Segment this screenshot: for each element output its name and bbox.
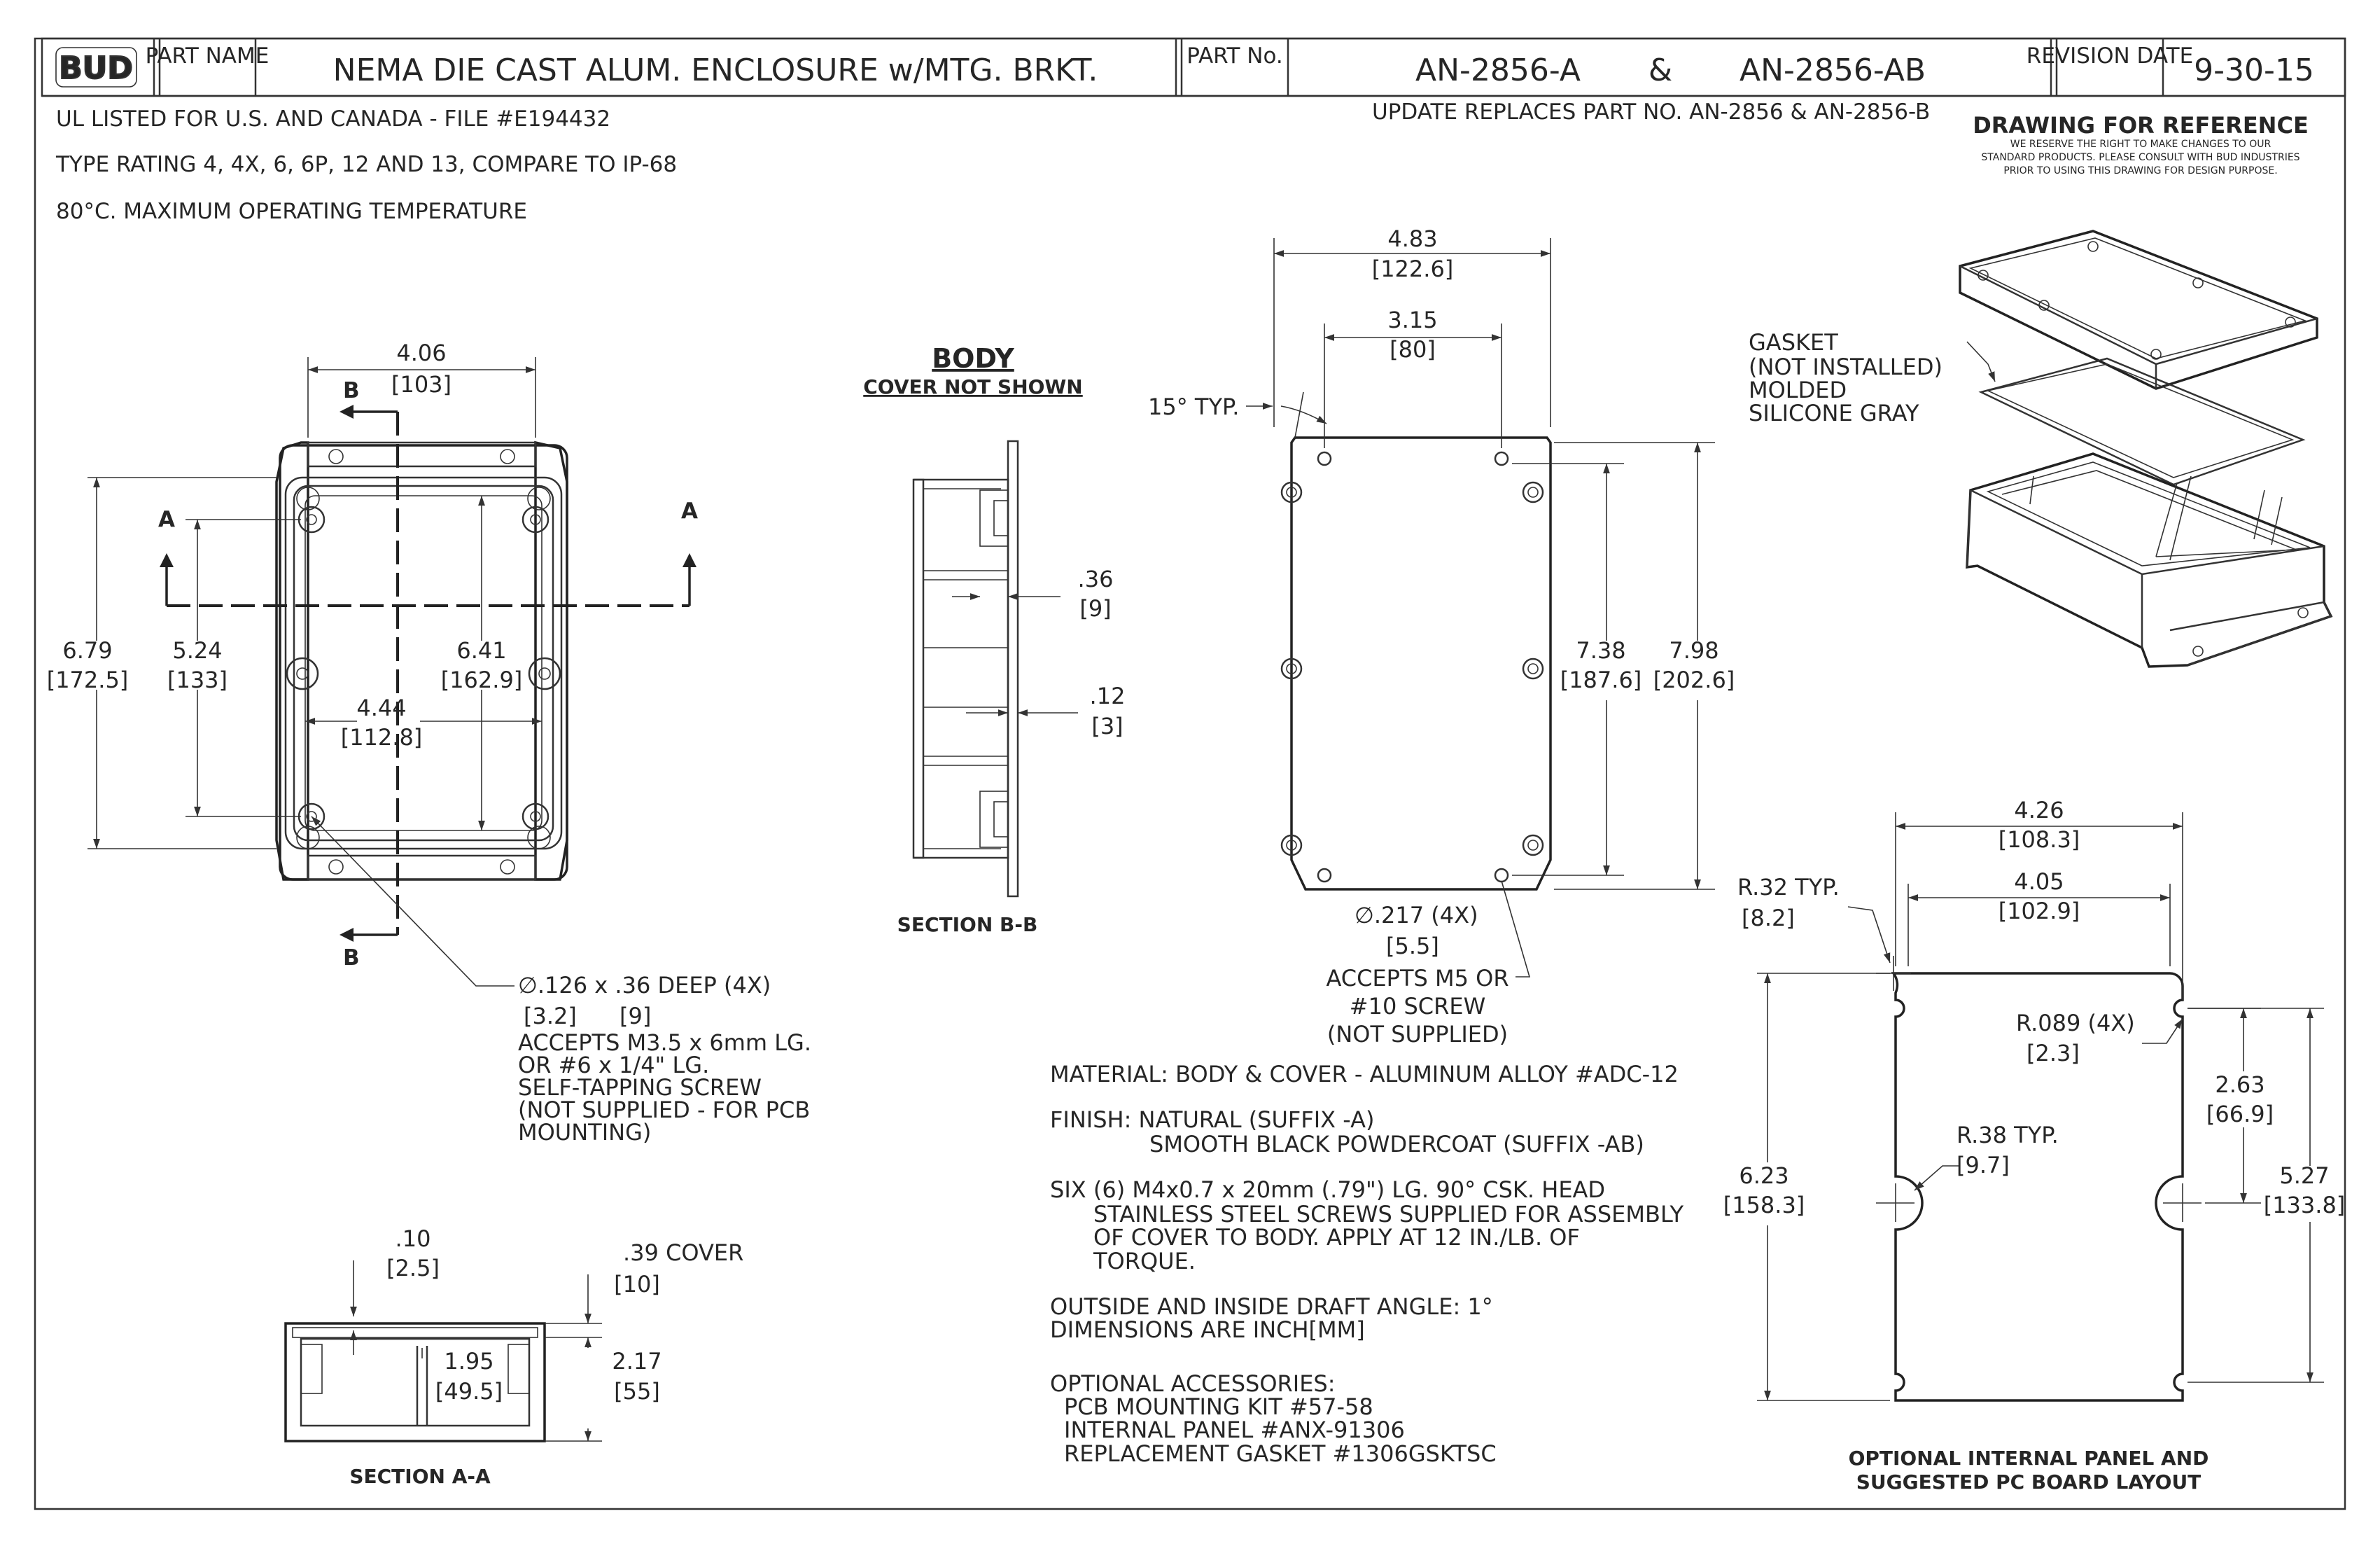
mount-hole-note-1: ACCEPTS M5 OR — [1326, 965, 1509, 992]
mount-hole-bl — [1318, 869, 1331, 882]
part-name: NEMA DIE CAST ALUM. ENCLOSURE w/MTG. BRKT. — [332, 53, 1098, 88]
accessory-2: INTERNAL PANEL #ANX-91306 — [1064, 1417, 1405, 1443]
panel-h1-mm: [158.3] — [1723, 1192, 1805, 1218]
screw-note-2: STAINLESS STEEL SCREWS SUPPLIED FOR ASSEMBLY — [1093, 1201, 1684, 1227]
panel-h2-in: 2.63 — [2215, 1071, 2265, 1098]
pcb-hole-note-1: ACCEPTS M3.5 x 6mm LG. — [518, 1029, 812, 1056]
pcb-boss-tl — [299, 507, 324, 532]
isometric-view — [1749, 231, 2331, 667]
panel-w2-in: 4.05 — [2014, 868, 2064, 895]
gasket-note-4: SILICONE GRAY — [1749, 400, 1919, 426]
mount-hole-tl — [1318, 452, 1331, 465]
section-bb-flange-in: .12 — [1089, 683, 1126, 709]
part-name-label: PART NAME — [145, 43, 270, 69]
section-bb-depth-mm: [9] — [1079, 595, 1112, 622]
part-no-1: AN-2856-A — [1415, 53, 1581, 88]
pcb-hole-note-3: SELF-TAPPING SCREW — [518, 1074, 762, 1101]
bud-logo — [56, 48, 136, 87]
panel-h1-in: 6.23 — [1739, 1162, 1789, 1189]
material-notes — [1050, 1061, 1684, 1467]
revision-date: 9-30-15 — [2194, 53, 2314, 88]
section-aa-wall-mm: [2.5] — [386, 1255, 440, 1281]
draft-note-1: OUTSIDE AND INSIDE DRAFT ANGLE: 1° — [1050, 1293, 1493, 1320]
mount-h1-in: 7.38 — [1576, 637, 1626, 664]
mount-holes-mm: [80] — [1390, 336, 1436, 363]
reference-line-1: WE RESERVE THE RIGHT TO MAKE CHANGES TO OUR — [2010, 139, 2272, 150]
mount-hole-note-2: #10 SCREW — [1349, 993, 1486, 1020]
top-inner-height-mm: [133] — [167, 667, 228, 693]
section-a-left-label: A — [158, 507, 175, 532]
mount-hole-dia-mm: [5.5] — [1386, 933, 1439, 959]
section-aa-cover-in: .39 COVER — [623, 1239, 744, 1266]
top-inside-width-in: 4.44 — [356, 695, 407, 721]
top-inside-height-mm: [162.9] — [440, 667, 523, 693]
draft-note-2: DIMENSIONS ARE INCH[MM] — [1050, 1316, 1365, 1343]
accessory-1: PCB MOUNTING KIT #57-58 — [1064, 1393, 1373, 1420]
pcb-hole-note-4: (NOT SUPPLIED - FOR PCB — [518, 1097, 811, 1123]
section-aa-cover-mm: [10] — [614, 1271, 660, 1298]
panel-r3-mm: [9.7] — [1956, 1152, 2010, 1178]
logo-text: BUD — [59, 50, 133, 86]
reference-line-2: STANDARD PRODUCTS. PLEASE CONSULT WITH BUD INDUSTRIES — [1981, 152, 2300, 163]
top-height-in: 6.79 — [62, 637, 113, 664]
mount-width-in: 4.83 — [1387, 225, 1438, 252]
panel-w2-mm: [102.9] — [1998, 898, 2080, 924]
top-inner-height-in: 5.24 — [172, 637, 223, 664]
mount-width-mm: [122.6] — [1371, 256, 1454, 282]
panel-label-1: OPTIONAL INTERNAL PANEL AND — [1848, 1447, 2209, 1470]
panel-h2-mm: [66.9] — [2206, 1101, 2274, 1127]
panel-r3: R.38 TYP. — [1956, 1122, 2059, 1148]
pcb-hole-callout-mm2: [9] — [620, 1003, 652, 1029]
update-note: UPDATE REPLACES PART NO. AN-2856 & AN-2856-B — [1372, 99, 1931, 125]
gasket-note-1: GASKET — [1749, 329, 1838, 356]
gasket-note-3: MOLDED — [1749, 377, 1847, 403]
mount-hole-note-3: (NOT SUPPLIED) — [1326, 1021, 1508, 1048]
type-rating-note: TYPE RATING 4, 4X, 6, 6P, 12 AND 13, COMPARE TO IP-68 — [56, 152, 678, 177]
accessories-heading: OPTIONAL ACCESSORIES: — [1050, 1370, 1336, 1397]
screw-note-1: SIX (6) M4x0.7 x 20mm (.79") LG. 90° CSK. HEAD — [1050, 1176, 1606, 1203]
revision-label: REVISION DATE — [2026, 43, 2194, 69]
section-aa-height-in: 2.17 — [612, 1348, 662, 1375]
screw-note-4: TORQUE. — [1093, 1248, 1196, 1274]
reference-title: DRAWING FOR REFERENCE — [1973, 112, 2309, 139]
panel-w1-in: 4.26 — [2014, 797, 2064, 823]
mount-h2-mm: [202.6] — [1653, 667, 1735, 693]
section-aa — [286, 1225, 743, 1488]
section-aa-inner-mm: [49.5] — [435, 1378, 503, 1405]
section-a-right-label: A — [681, 499, 698, 524]
screw-note-3: OF COVER TO BODY. APPLY AT 12 IN./LB. OF — [1093, 1224, 1580, 1251]
top-width-mm: [103] — [391, 371, 452, 398]
top-inside-width-mm: [112.8] — [340, 724, 423, 751]
section-bb — [863, 343, 1125, 936]
mount-angle: 15° TYP. — [1148, 394, 1240, 420]
pcb-hole-note-2: OR #6 x 1/4" LG. — [518, 1052, 710, 1078]
gasket-note-2: (NOT INSTALLED) — [1749, 354, 1942, 380]
finish-note-2: SMOOTH BLACK POWDERCOAT (SUFFIX -AB) — [1149, 1131, 1644, 1157]
section-aa-wall-in: .10 — [395, 1225, 431, 1252]
section-bb-depth-in: .36 — [1077, 566, 1114, 592]
finish-note-1: FINISH: NATURAL (SUFFIX -A) — [1050, 1106, 1375, 1133]
section-bb-flange-mm: [3] — [1091, 713, 1124, 739]
top-inside-height-in: 6.41 — [456, 637, 507, 664]
mount-hole-dia: ∅.217 (4X) — [1354, 902, 1478, 929]
part-no-amp: & — [1648, 53, 1673, 88]
material-note: MATERIAL: BODY & COVER - ALUMINUM ALLOY #ADC-12 — [1050, 1061, 1679, 1087]
pcb-hole-note-5: MOUNTING) — [518, 1119, 652, 1146]
accessory-3: REPLACEMENT GASKET #1306GSKTSC — [1064, 1440, 1497, 1467]
mount-holes-in: 3.15 — [1387, 307, 1438, 333]
section-b-top-label: B — [343, 378, 360, 403]
panel-r2: R.089 (4X) — [2016, 1010, 2135, 1036]
sheet-border — [35, 39, 2345, 1509]
section-aa-inner-in: 1.95 — [444, 1348, 494, 1375]
mount-h2-in: 7.98 — [1669, 637, 1719, 664]
mount-h1-mm: [187.6] — [1560, 667, 1642, 693]
section-aa-label: SECTION A-A — [349, 1465, 491, 1488]
body-heading: BODY — [932, 343, 1014, 374]
reference-line-3: PRIOR TO USING THIS DRAWING FOR DESIGN PURPOSE. — [2003, 165, 2278, 176]
part-no-2: AN-2856-AB — [1739, 53, 1926, 88]
body-subheading: COVER NOT SHOWN — [863, 375, 1083, 398]
title-block — [42, 39, 2345, 96]
top-width-in: 4.06 — [396, 340, 447, 366]
temperature-note: 80°C. MAXIMUM OPERATING TEMPERATURE — [56, 199, 527, 224]
panel-h3-mm: [133.8] — [2263, 1192, 2346, 1218]
ul-listing-note: UL LISTED FOR U.S. AND CANADA - FILE #E194432 — [56, 106, 611, 132]
section-aa-height-mm: [55] — [614, 1378, 660, 1405]
pcb-hole-callout-mm1: [3.2] — [524, 1003, 577, 1029]
panel-w1-mm: [108.3] — [1998, 826, 2080, 853]
top-view — [47, 340, 811, 1146]
panel-h3-in: 5.27 — [2279, 1162, 2330, 1189]
top-height-mm: [172.5] — [46, 667, 129, 693]
section-bb-label: SECTION B-B — [897, 913, 1038, 936]
mount-hole-tr — [1495, 452, 1508, 465]
panel-r1: R.32 TYP. — [1737, 874, 1840, 900]
part-no-label: PART No. — [1186, 43, 1283, 69]
pcb-hole-callout: ∅.126 x .36 DEEP (4X) — [518, 972, 771, 999]
panel-view — [1723, 797, 2346, 1494]
section-b-bottom-label: B — [343, 945, 360, 971]
panel-label-2: SUGGESTED PC BOARD LAYOUT — [1856, 1470, 2202, 1494]
panel-r2-mm: [2.3] — [2026, 1040, 2080, 1066]
mount-hole-br — [1495, 869, 1508, 882]
panel-r1-mm: [8.2] — [1742, 905, 1795, 931]
mount-view — [1148, 225, 1735, 1048]
